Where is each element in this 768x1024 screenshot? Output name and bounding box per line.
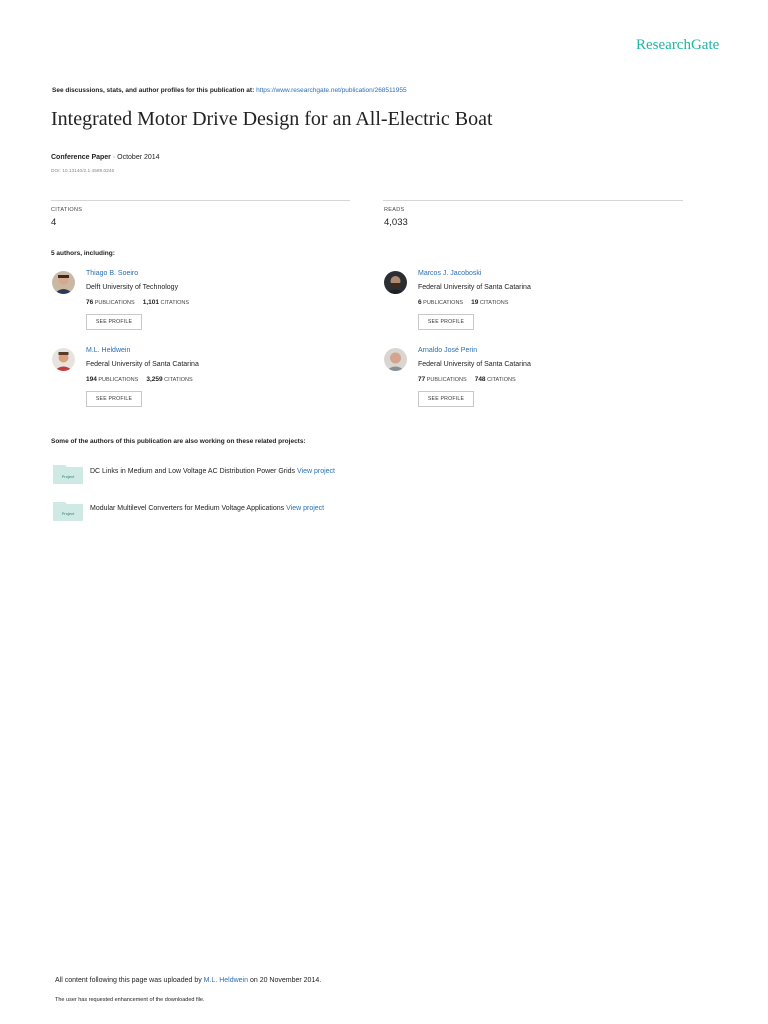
project-icon-label: Project: [61, 511, 75, 516]
publications-count: 6: [418, 299, 422, 306]
reads-label: READS: [384, 207, 405, 213]
author-institution: Federal University of Santa Catarina: [418, 284, 531, 291]
upload-info: [55, 977, 321, 984]
enhancement-note: The user has requested enhancement of the downloaded file.: [55, 997, 205, 1003]
author-stats: [418, 299, 508, 306]
publication-url-link[interactable]: https://www.researchgate.net/publication/268511955: [256, 87, 407, 94]
author-name-link[interactable]: Arnaldo José Perin: [418, 347, 478, 354]
author-card: [384, 271, 684, 341]
project-item: [53, 463, 453, 485]
discussion-line: [52, 87, 407, 94]
publications-label: PUBLICATIONS: [423, 300, 464, 306]
citations-count: 748: [474, 376, 486, 383]
view-project-link[interactable]: View project: [297, 468, 336, 475]
citations-divider: [51, 200, 350, 201]
author-stats: [418, 376, 516, 383]
view-project-link[interactable]: View project: [286, 505, 325, 512]
citations-label: CITATIONS: [51, 207, 83, 213]
citations-label: CITATIONS: [487, 377, 516, 383]
author-stats: [86, 376, 193, 383]
projects-heading: Some of the authors of this publication are also working on these related projects:: [51, 438, 306, 445]
upload-prefix: All content following this page was uploaded by: [55, 977, 204, 984]
project-folder-icon: [53, 500, 83, 521]
project-text: [90, 505, 324, 512]
citations-label: CITATIONS: [164, 377, 193, 383]
author-name-link[interactable]: Thiago B. Soeiro: [86, 270, 139, 277]
author-card: [384, 348, 684, 418]
uploader-link[interactable]: M.L. Heldwein: [203, 977, 249, 984]
see-profile-button[interactable]: SEE PROFILE: [86, 391, 142, 407]
reads-value: 4,033: [384, 217, 408, 228]
see-profile-button[interactable]: SEE PROFILE: [86, 314, 142, 330]
see-profile-button[interactable]: SEE PROFILE: [418, 314, 474, 330]
citations-value: 4: [51, 217, 57, 228]
paper-type: Conference Paper: [51, 154, 111, 161]
reads-divider: [383, 200, 683, 201]
author-card: [52, 348, 352, 418]
project-title: DC Links in Medium and Low Voltage AC Distribution Power Grids: [90, 468, 296, 475]
author-name-link[interactable]: Marcos J. Jacoboski: [418, 270, 482, 277]
publications-label: PUBLICATIONS: [94, 300, 135, 306]
discussion-prefix: See discussions, stats, and author profiles for this publication at:: [52, 87, 257, 94]
publications-count: 76: [86, 299, 94, 306]
citations-count: 3,259: [146, 376, 163, 383]
citations-count: 1,101: [142, 299, 159, 306]
author-institution: Delft University of Technology: [86, 284, 179, 291]
author-avatar[interactable]: [384, 348, 407, 371]
citations-label: CITATIONS: [479, 300, 509, 306]
author-stats: [86, 299, 189, 306]
publications-count: 77: [418, 376, 426, 383]
project-text: [90, 468, 335, 475]
authors-heading: 5 authors, including:: [51, 250, 115, 257]
project-title: Modular Multilevel Converters for Medium Voltage Applications: [90, 505, 285, 512]
author-card: [52, 271, 352, 341]
citations-count: 19: [471, 299, 479, 306]
author-avatar[interactable]: [384, 271, 407, 294]
project-folder-icon: [53, 463, 83, 484]
paper-type-date: [51, 154, 160, 161]
author-institution: Federal University of Santa Catarina: [86, 361, 199, 368]
upload-suffix: on 20 November 2014.: [248, 977, 322, 984]
publications-label: PUBLICATIONS: [98, 377, 139, 383]
researchgate-logo[interactable]: ResearchGate: [636, 37, 720, 53]
citations-label: CITATIONS: [160, 300, 190, 306]
publications-count: 194: [86, 376, 97, 383]
author-institution: Federal University of Santa Catarina: [418, 361, 531, 368]
author-avatar[interactable]: [52, 271, 75, 294]
publications-label: PUBLICATIONS: [426, 377, 467, 383]
paper-title: Integrated Motor Drive Design for an All-Electric Boat: [51, 108, 493, 130]
see-profile-button[interactable]: SEE PROFILE: [418, 391, 474, 407]
author-avatar[interactable]: [52, 348, 75, 371]
paper-doi: DOI: 10.13140/2.1.4589.0245: [51, 169, 115, 174]
project-item: [53, 500, 453, 522]
paper-date: · October 2014: [110, 154, 160, 161]
author-name-link[interactable]: M.L. Heldwein: [86, 347, 131, 354]
project-icon-label: Project: [61, 474, 75, 479]
